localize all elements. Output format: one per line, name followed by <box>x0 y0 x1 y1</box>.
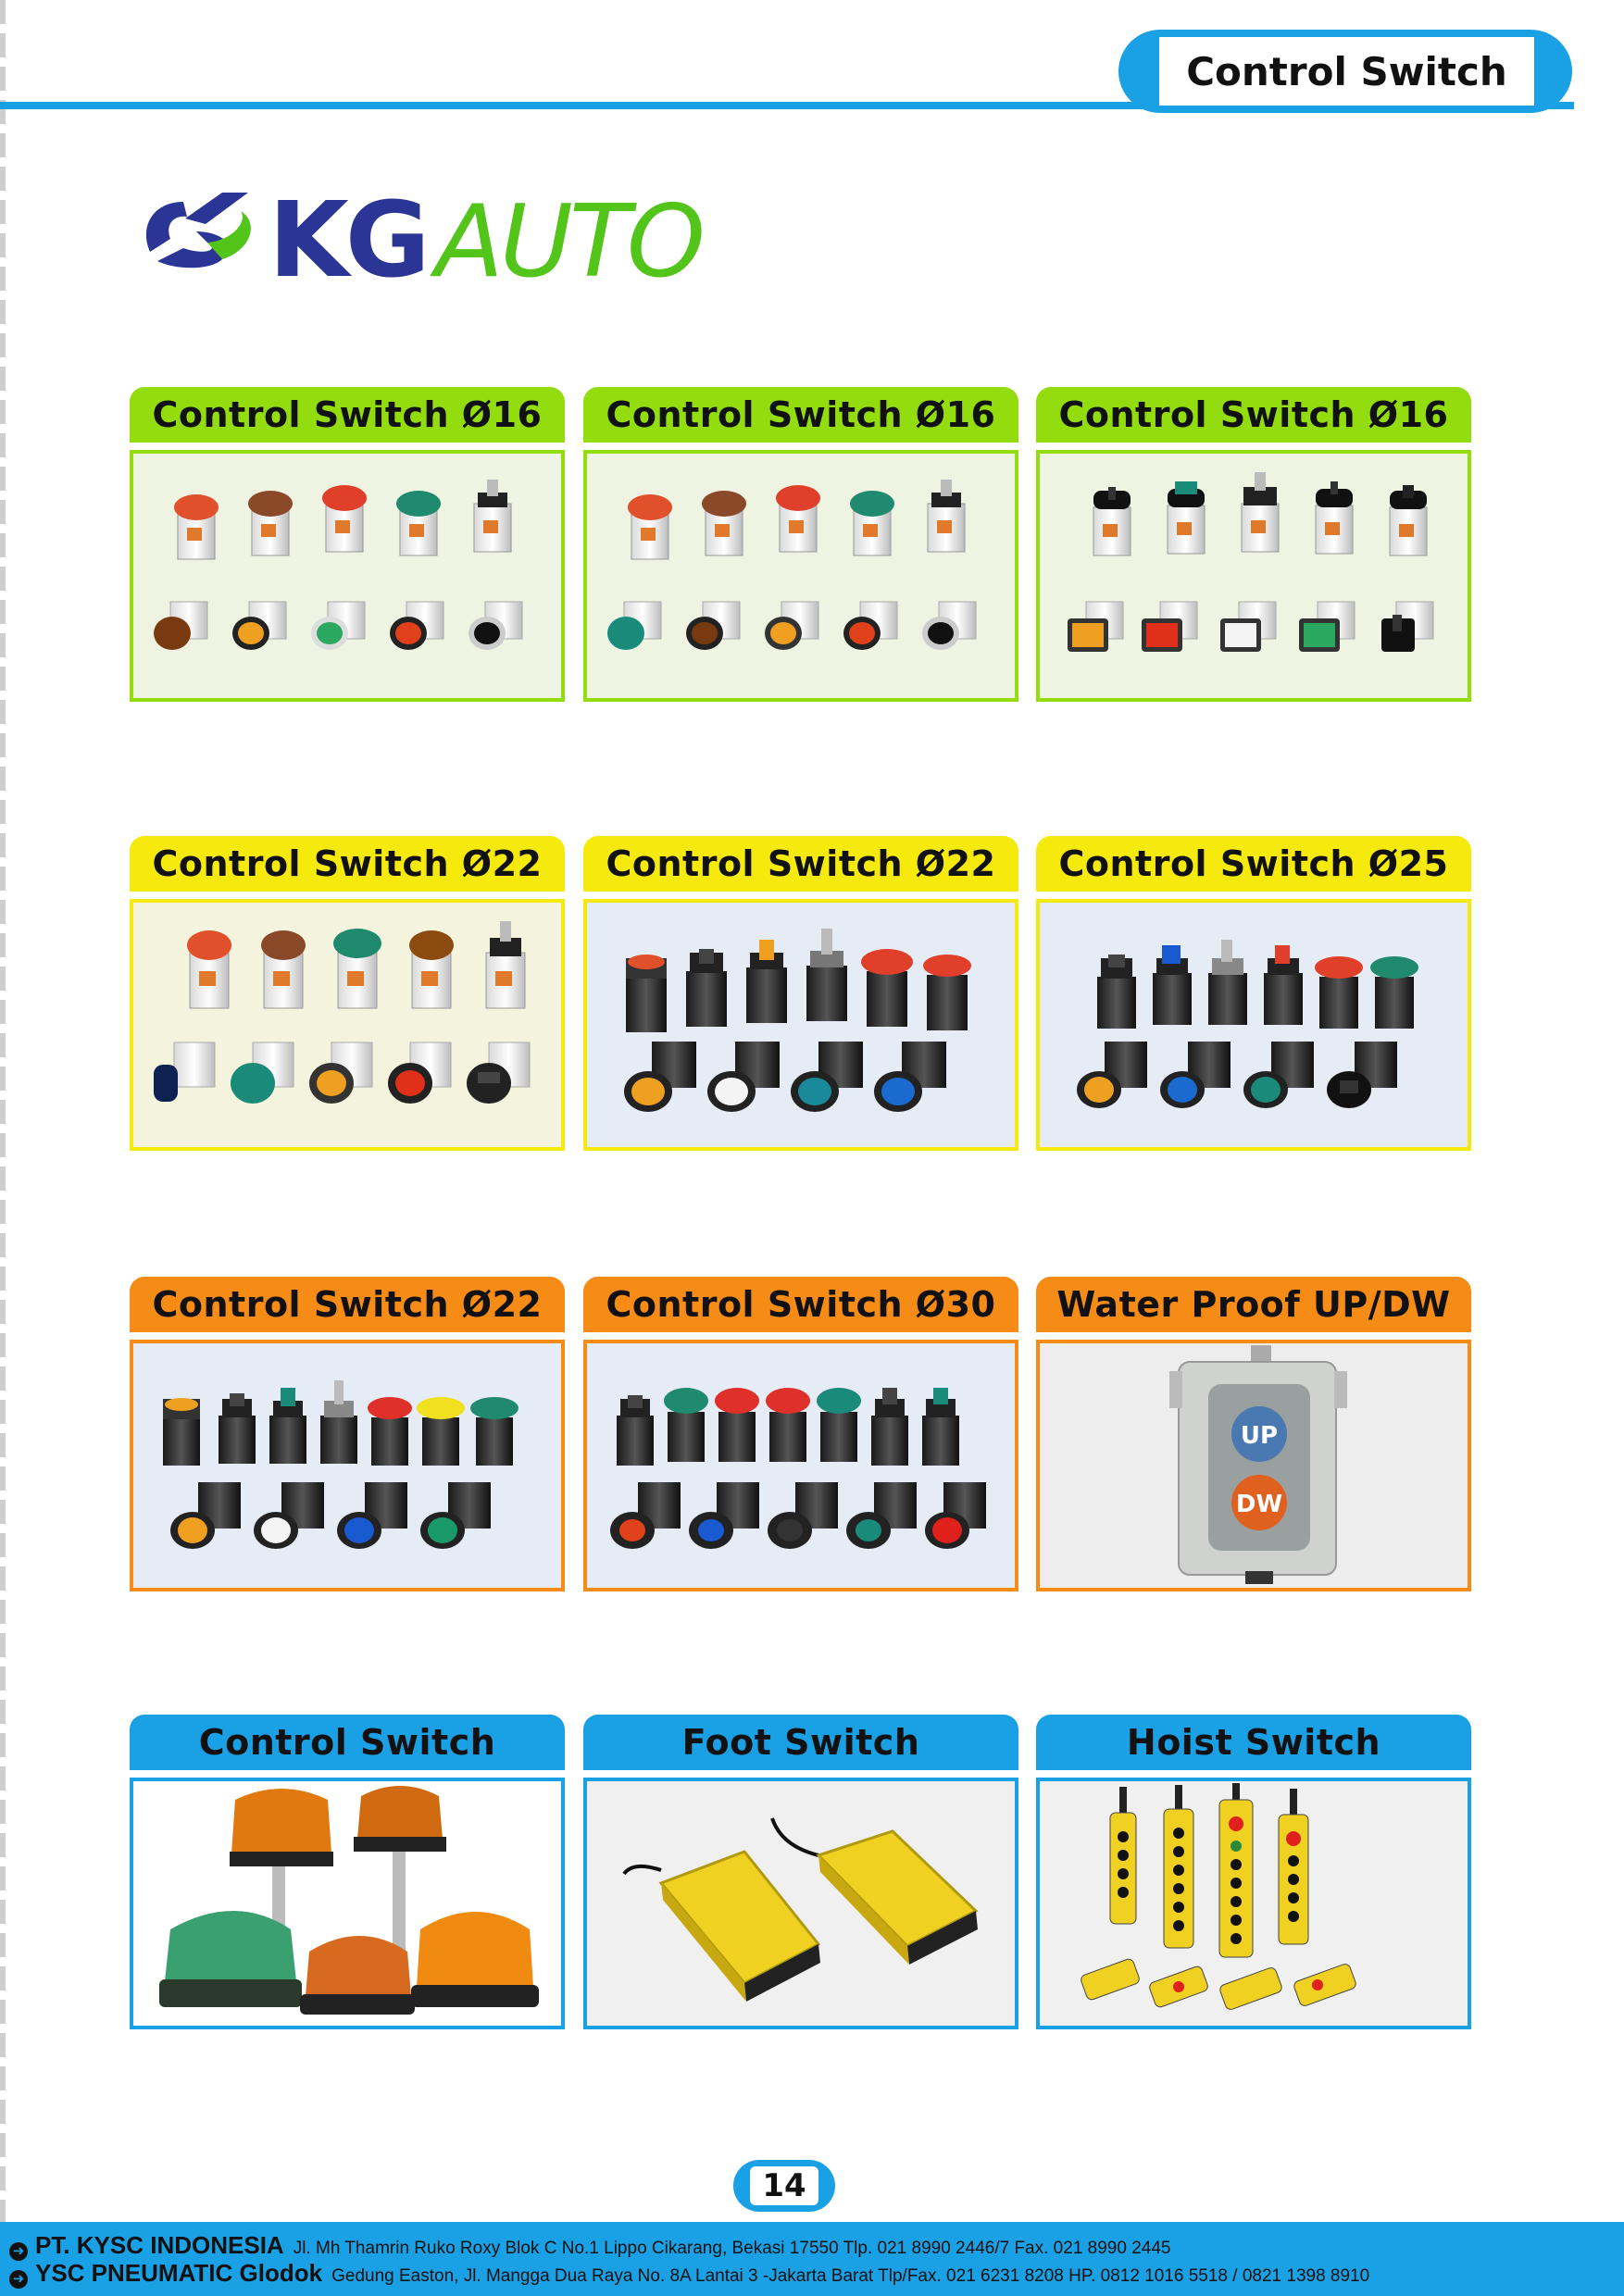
footer-line-1 <box>9 2231 1624 2259</box>
product-image <box>130 1778 565 2029</box>
product-image <box>583 899 1018 1151</box>
beacon-green <box>159 1911 302 2007</box>
arrow-right-icon: ➜ <box>9 2270 28 2289</box>
panel-title: Water Proof UP/DW <box>1036 1277 1471 1332</box>
product-image <box>583 1340 1018 1591</box>
panel-control-switch-22-b <box>583 836 1018 1151</box>
product-image <box>1036 1778 1471 2029</box>
product-image <box>583 1778 1018 2029</box>
panel-title: Control Switch Ø16 <box>1036 387 1471 443</box>
panel-title: Control Switch Ø22 <box>583 836 1018 892</box>
bottom-row-buttons <box>154 602 522 650</box>
panel-title: Control Switch Ø22 <box>130 1277 565 1332</box>
panel-control-switch-16-a <box>130 387 565 702</box>
panel-control-switch-22-c <box>130 1277 565 1591</box>
top-row-buttons <box>174 480 511 559</box>
panel-title: Control Switch Ø16 <box>130 387 565 443</box>
panel-hoist-switch <box>1036 1715 1471 2029</box>
product-image <box>1036 450 1471 702</box>
panel-control-switch-16-c <box>1036 387 1471 702</box>
push-buttons-22mm-black-image <box>587 903 1015 1147</box>
product-image <box>130 1340 565 1591</box>
panel-title: Control Switch <box>130 1715 565 1770</box>
pendant-4 <box>1279 1789 1308 1944</box>
product-image <box>130 450 565 702</box>
beacon-amber <box>411 1912 539 2007</box>
push-buttons-16mm-image <box>133 454 561 698</box>
panel-control-switch-30 <box>583 1277 1018 1591</box>
footer-details-2: Gedung Easton, Jl. Mangga Dua Raya No. 8A Lantai 3 -Jakarta Barat Tlp/Fax. 021 6231 8208 HP. 0812 1016 5518 / 0821 1398 8910 <box>331 2266 1370 2286</box>
arrow-right-icon: ➜ <box>9 2242 28 2261</box>
panel-water-proof-up-dw <box>1036 1277 1471 1591</box>
svg-text:DW: DW <box>1235 1491 1283 1518</box>
push-buttons-16mm-b-image <box>587 454 1015 698</box>
page-number: 14 <box>750 2166 818 2205</box>
logo-graphic <box>130 167 759 296</box>
kg-auto-logo <box>130 167 759 296</box>
push-buttons-25mm-image <box>1040 903 1468 1147</box>
panel-title: Control Switch Ø30 <box>583 1277 1018 1332</box>
small-pendants <box>1080 1958 1357 2012</box>
product-image <box>1036 1340 1471 1591</box>
hoist-pendants-image <box>1040 1781 1468 2026</box>
footer <box>0 2222 1624 2296</box>
panel-control-switch-22-a <box>130 836 565 1151</box>
push-buttons-22mm-image <box>133 903 561 1147</box>
beacon-orange-small <box>300 1936 415 2015</box>
panel-title: Hoist Switch <box>1036 1715 1471 1770</box>
panel-control-switch-beacons <box>130 1715 565 2029</box>
selector-switches-16mm-image <box>1040 454 1468 698</box>
footer-company-2: YSC PNEUMATIC Glodok <box>35 2259 323 2287</box>
pedal-right <box>818 1831 978 1965</box>
product-image <box>583 450 1018 702</box>
panel-title: Control Switch Ø22 <box>130 836 565 892</box>
svg-text:AUTO: AUTO <box>435 184 702 296</box>
header-title: Control Switch <box>1159 37 1534 106</box>
pendant-1 <box>1110 1787 1136 1924</box>
panel-control-switch-16-b <box>583 387 1018 702</box>
warning-beacons-image <box>133 1781 561 2026</box>
foot-pedals-image <box>587 1781 1015 2026</box>
panel-title: Control Switch Ø16 <box>583 387 1018 443</box>
left-edge-marks <box>0 0 6 2222</box>
panel-title: Control Switch Ø25 <box>1036 836 1471 892</box>
push-buttons-22mm-c-image <box>133 1343 561 1588</box>
product-image <box>1036 899 1471 1151</box>
product-image <box>130 899 565 1151</box>
svg-text:KG: KG <box>269 181 427 296</box>
footer-details-1: Jl. Mh Thamrin Ruko Roxy Blok C No.1 Lippo Cikarang, Bekasi 17550 Tlp. 021 8990 2446/7 Fax. 021 8990 2445 <box>293 2239 1171 2258</box>
push-buttons-30mm-image <box>587 1343 1015 1588</box>
panel-foot-switch <box>583 1715 1018 2029</box>
footer-line-2 <box>9 2259 1624 2287</box>
footer-company-1: PT. KYSC INDONESIA <box>35 2231 284 2259</box>
waterproof-box-image <box>1040 1343 1468 1588</box>
panel-control-switch-25 <box>1036 836 1471 1151</box>
pendant-2 <box>1164 1785 1193 1948</box>
pendant-3 <box>1219 1783 1253 1957</box>
panel-title: Foot Switch <box>583 1715 1018 1770</box>
pedal-left <box>661 1852 820 2002</box>
svg-text:UP: UP <box>1240 1422 1279 1450</box>
